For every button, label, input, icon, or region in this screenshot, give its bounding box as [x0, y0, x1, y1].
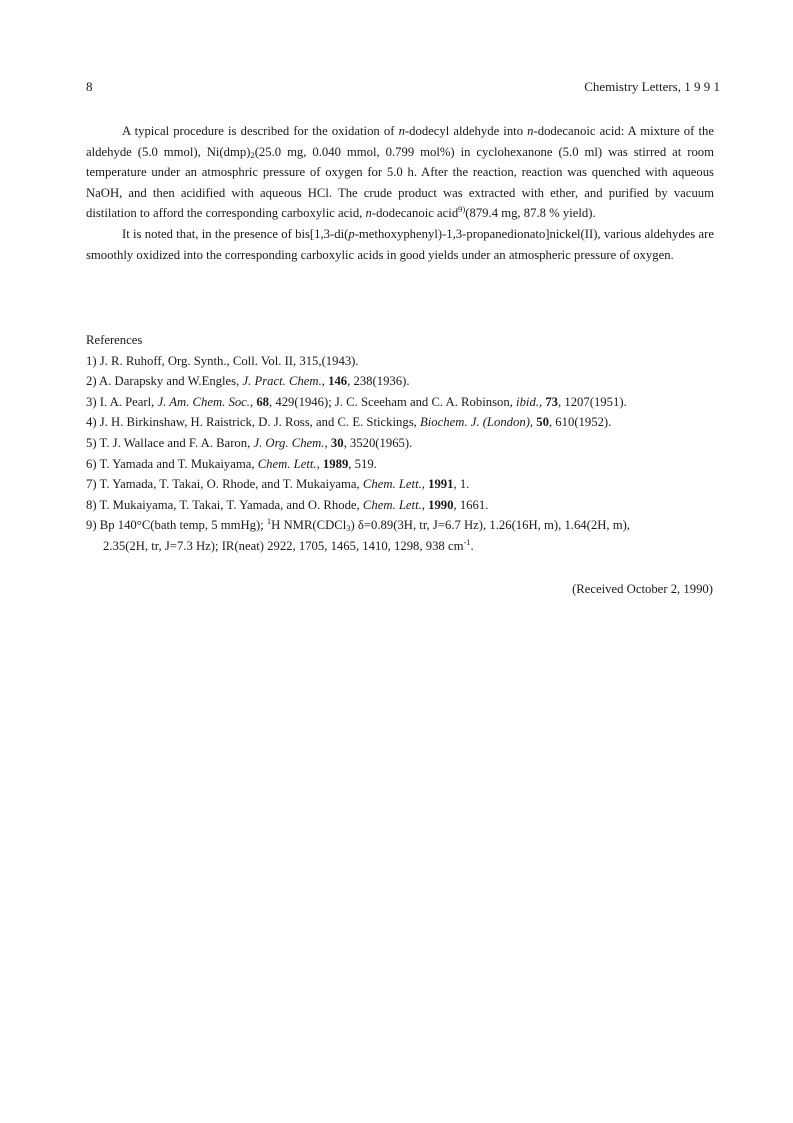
text-run: , 1661. [453, 497, 489, 512]
text-run: , 3520(1965). [343, 435, 413, 450]
text-run: . [470, 538, 474, 553]
text-run: -dodecanoic acid: A mixture of the aldehyde (5.0 mmol), Ni(dmp) [86, 124, 714, 159]
reference-9 [86, 515, 726, 556]
text-run: ) δ=0.89(3H, tr, J=6.7 Hz), 1.26(16H, m), 1.64(2H, m), [350, 518, 630, 533]
italic-n: n [527, 124, 534, 138]
text-run: 9) Bp 140°C(bath temp, 5 mmHg); [86, 518, 267, 533]
citation-superscript: 9) [458, 204, 466, 215]
reference-6 [86, 454, 726, 475]
volume: 1991 [428, 477, 454, 492]
volume: 73 [545, 394, 558, 409]
volume: 50 [536, 415, 549, 430]
separator: , [316, 456, 323, 471]
text-run: , 238(1936). [347, 374, 410, 389]
volume: 1989 [322, 456, 349, 471]
text-run: 2.35(2H, tr, J=7.3 Hz); IR(neat) 2922, 1705, 1465, 1410, 1298, 938 cm [103, 538, 464, 553]
text-run: , 519. [348, 456, 377, 471]
page-number: 8 [86, 79, 93, 94]
journal-name: J. Pract. Chem. [242, 374, 322, 389]
subscript: 3 [346, 523, 351, 534]
volume: 1990 [428, 497, 454, 512]
article-body [86, 121, 714, 265]
reference-2 [86, 371, 726, 392]
journal-name: J. Org. Chem. [253, 435, 325, 450]
text-run: (25.0 mg, 0.040 mmol, 0.799 mol%) in cyclohexanone (5.0 ml) was stirred at room temperature under an atmosphric pressure of oxygen for 5.0 h. After the reaction, reaction was quenched with aqueous NaOH, and then acidified with aqueous HCl. The crude product was extracted with ether, and purified by vacuum distilation to afford the corresponding carboxylic acid, [86, 144, 714, 221]
italic-n: n [365, 206, 372, 221]
text-run: 4) J. H. Birkinshaw, H. Raistrick, D. J. Ross, and C. E. Stickings, [86, 415, 420, 430]
text-run: 7) T. Yamada, T. Takai, O. Rhode, and T. Mukaiyama, [86, 477, 363, 492]
journal-name: ibid. [516, 394, 539, 409]
body-paragraph-2 [86, 224, 714, 265]
text-run: 1) J. R. Ruhoff, Org. Synth., Coll. Vol. II, 315,(1943). [86, 353, 359, 368]
reference-3 [86, 392, 726, 413]
italic-n: n [398, 124, 405, 138]
separator: , [249, 394, 257, 409]
subscript: 2 [250, 149, 255, 160]
separator: , [421, 497, 429, 512]
text-run: -methoxyphenyl)-1,3-propanedionato]nickel(II), various aldehydes are smoothly oxidized into the corresponding carboxylic acids in good yields under an atmospheric pressure of oxygen. [86, 226, 714, 262]
reference-8 [86, 495, 726, 516]
separator: , [421, 477, 429, 492]
text-run: It is noted that, in the presence of bis[1,3-di( [122, 226, 349, 241]
body-paragraph-1 [86, 121, 714, 224]
reference-7 [86, 474, 726, 495]
superscript: -1 [463, 536, 471, 547]
volume: 146 [328, 374, 348, 389]
reference-5 [86, 433, 726, 454]
journal-name: Chem. Lett. [362, 477, 422, 492]
text-run: , 429(1946); J. C. Sceeham and C. A. Robinson, [269, 394, 517, 409]
separator: , [321, 374, 329, 389]
separator: , [538, 394, 546, 409]
text-run: , 1207(1951). [558, 394, 627, 409]
text-run: H NMR(CDCl [271, 518, 347, 533]
references-section [86, 330, 726, 557]
volume: 68 [256, 394, 269, 409]
journal-name: Chem. Lett. [362, 497, 422, 512]
text-run: A typical procedure is described for the oxidation of [122, 124, 399, 138]
text-run: 6) T. Yamada and T. Mukaiyama, [86, 456, 258, 471]
text-run: , 610(1952). [548, 415, 612, 430]
volume: 30 [330, 435, 344, 450]
references-heading: References [86, 333, 143, 347]
text-run: -dodecanoic acid [371, 206, 459, 221]
italic-p: p [348, 226, 355, 241]
text-run: 8) T. Mukaiyama, T. Takai, T. Yamada, and O. Rhode, [86, 497, 363, 512]
journal-name: J. Am. Chem. Soc. [157, 394, 250, 409]
journal-name: Chem. Lett. [257, 456, 317, 471]
journal-name: Biochem. J. (London), [419, 415, 534, 430]
text-run: 5) T. J. Wallace and F. A. Baron, [86, 435, 254, 450]
text-run: 3) I. A. Pearl, [86, 394, 158, 409]
received-date: (Received October 2, 1990) [572, 582, 713, 596]
reference-1 [86, 351, 726, 372]
text-run: 2) A. Darapsky and W.Engles, [86, 374, 243, 389]
reference-4 [86, 412, 726, 433]
running-journal-title: Chemistry Letters, 1 9 9 1 [584, 79, 720, 94]
text-run: (879.4 mg, 87.8 % yield). [465, 206, 596, 221]
superscript: 1 [266, 516, 272, 527]
text-run: -dodecyl aldehyde into [404, 124, 528, 138]
reference-list [86, 351, 726, 557]
text-run: , 1. [453, 477, 470, 492]
separator: , [324, 435, 331, 450]
